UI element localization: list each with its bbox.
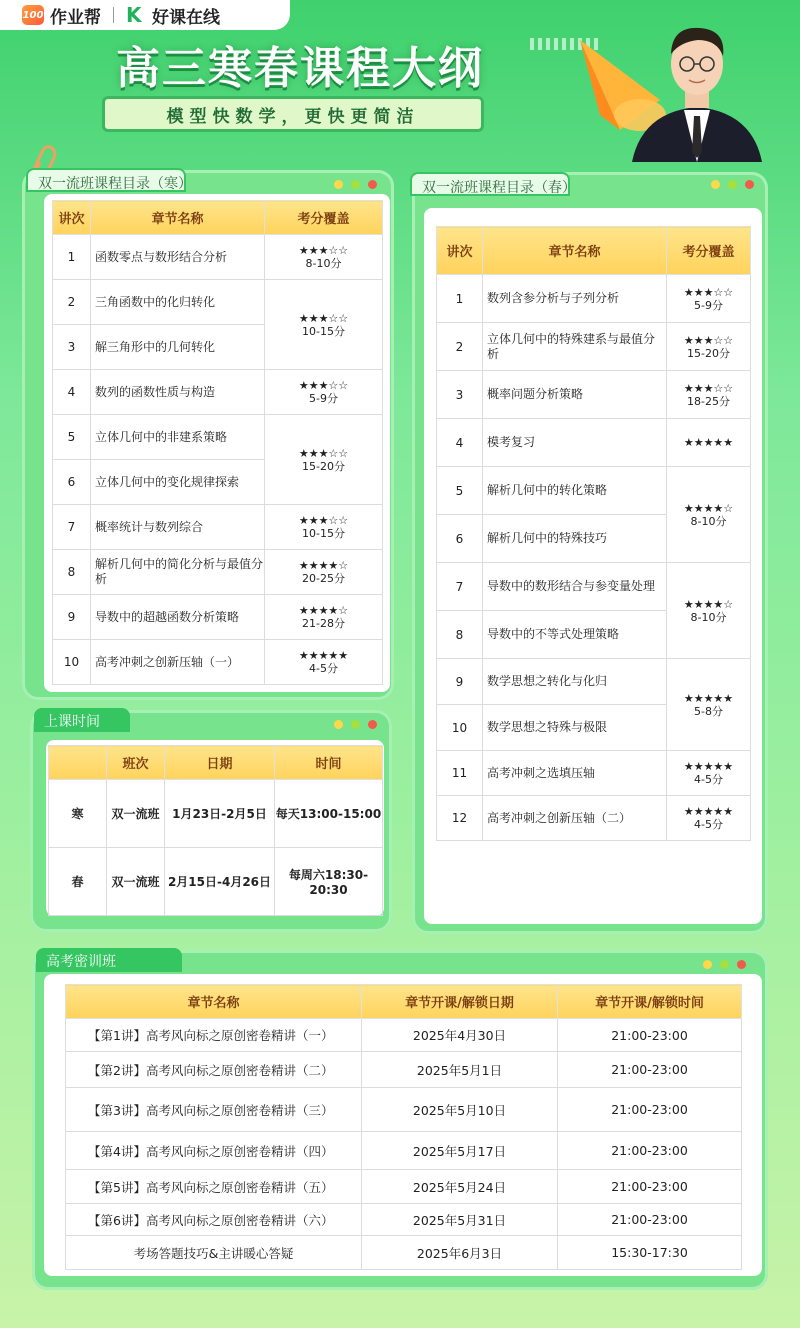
unlock-date: 2025年6月3日 <box>362 1236 558 1270</box>
score-coverage <box>667 371 751 419</box>
table-row <box>437 751 751 796</box>
window-dots <box>334 720 377 729</box>
score-coverage <box>265 550 383 595</box>
star-rating-icon: ★★★☆☆ <box>683 285 734 299</box>
lesson-number: 11 <box>437 751 483 796</box>
table-row <box>66 1132 742 1170</box>
score-range: 4-5分 <box>309 662 338 675</box>
green-dot-icon <box>351 180 360 189</box>
score-range: 18-25分 <box>687 394 730 408</box>
date-range: 1月23日-2月5日 <box>165 780 275 848</box>
score-range: 10-15分 <box>302 324 345 338</box>
score-coverage <box>667 419 751 467</box>
score-coverage <box>667 275 751 323</box>
score-range: 15-20分 <box>302 459 345 473</box>
lesson-number: 1 <box>53 235 91 280</box>
score-range: 20-25分 <box>302 572 345 585</box>
table-row <box>437 563 751 611</box>
score-coverage <box>667 563 751 659</box>
red-dot-icon <box>368 180 377 189</box>
star-rating-icon: ★★★★★ <box>683 436 734 449</box>
chapter-name: 考场答题技巧&主讲暖心答疑 <box>66 1236 362 1270</box>
table-header-row <box>66 985 742 1019</box>
lesson-number: 1 <box>437 275 483 323</box>
table-row <box>53 595 383 640</box>
score-coverage <box>667 796 751 841</box>
table-row <box>66 1019 742 1052</box>
table-row <box>437 467 751 515</box>
table-row <box>437 796 751 841</box>
spring-catalog-table <box>436 226 751 841</box>
chapter-name: 立体几何中的非建系策略 <box>91 415 265 460</box>
chapter-name: 立体几何中的变化规律探索 <box>91 460 265 505</box>
lesson-number: 8 <box>437 611 483 659</box>
green-dot-icon <box>728 180 737 189</box>
col-header-chapter: 章节名称 <box>91 201 265 235</box>
col-header-date: 章节开课/解锁日期 <box>362 985 558 1019</box>
chapter-name: 解三角形中的几何转化 <box>91 325 265 370</box>
teacher-portrait <box>622 12 772 162</box>
table-row <box>53 370 383 415</box>
chapter-name: 高考冲刺之创新压轴（二） <box>483 796 667 841</box>
chapter-name: 【第2讲】高考风向标之原创密卷精讲（二） <box>66 1052 362 1088</box>
lesson-number: 5 <box>437 467 483 515</box>
lesson-number: 9 <box>53 595 91 640</box>
season-label: 春 <box>49 848 107 916</box>
table-row <box>437 419 751 467</box>
table-row <box>437 275 751 323</box>
unlock-date: 2025年5月31日 <box>362 1204 558 1236</box>
chapter-name: 数列的函数性质与构造 <box>91 370 265 415</box>
chapter-name: 导数中的超越函数分析策略 <box>91 595 265 640</box>
chapter-name: 数学思想之特殊与极限 <box>483 705 667 751</box>
chapter-name: 解析几何中的特殊技巧 <box>483 515 667 563</box>
gaokao-table <box>65 984 742 1270</box>
spring-catalog-tab: 双一流班课程目录（春） <box>410 172 570 196</box>
star-rating-icon: ★★★☆☆ <box>298 446 349 460</box>
score-range: 4-5分 <box>694 818 723 831</box>
winter-catalog-table <box>52 200 383 685</box>
col-header-chapter: 章节名称 <box>66 985 362 1019</box>
score-range: 8-10分 <box>305 257 342 270</box>
chapter-name: 数列含参分析与子列分析 <box>483 275 667 323</box>
lesson-number: 10 <box>53 640 91 685</box>
score-range: 15-20分 <box>687 346 730 360</box>
score-coverage <box>265 280 383 370</box>
date-range: 2月15日-4月26日 <box>165 848 275 916</box>
table-row <box>53 280 383 325</box>
schedule-table <box>48 745 383 916</box>
lesson-number: 10 <box>437 705 483 751</box>
lesson-number: 6 <box>437 515 483 563</box>
lesson-number: 9 <box>437 659 483 705</box>
table-row <box>66 1088 742 1132</box>
brand-haoke: 好课在线 <box>152 7 220 28</box>
green-dot-icon <box>351 720 360 729</box>
zuoyebang-logo-icon: 100 <box>22 5 44 25</box>
col-header-class: 班次 <box>107 746 165 780</box>
class-name: 双一流班 <box>107 780 165 848</box>
table-row <box>49 848 383 916</box>
chapter-name: 【第6讲】高考风向标之原创密卷精讲（六） <box>66 1204 362 1236</box>
brand-zuoyebang: 作业帮 <box>50 7 101 28</box>
score-coverage <box>667 467 751 563</box>
star-rating-icon: ★★★★☆ <box>683 501 734 515</box>
chapter-name: 【第5讲】高考风向标之原创密卷精讲（五） <box>66 1170 362 1204</box>
red-dot-icon <box>368 720 377 729</box>
table-row <box>66 1052 742 1088</box>
chapter-name: 解析几何中的转化策略 <box>483 467 667 515</box>
star-rating-icon: ★★★★☆ <box>683 597 734 611</box>
star-rating-icon: ★★★☆☆ <box>298 311 349 325</box>
chapter-name: 高考冲刺之选填压轴 <box>483 751 667 796</box>
chapter-name: 数学思想之转化与化归 <box>483 659 667 705</box>
yellow-dot-icon <box>703 960 712 969</box>
col-header-season <box>49 746 107 780</box>
red-dot-icon <box>737 960 746 969</box>
star-rating-icon: ★★★★★ <box>683 805 734 818</box>
unlock-time: 21:00-23:00 <box>558 1052 742 1088</box>
unlock-time: 21:00-23:00 <box>558 1088 742 1132</box>
chapter-name: 解析几何中的简化分析与最值分析 <box>91 550 265 595</box>
score-coverage <box>667 659 751 751</box>
unlock-time: 15:30-17:30 <box>558 1236 742 1270</box>
star-rating-icon: ★★★★★ <box>683 691 734 705</box>
chapter-name: 高考冲刺之创新压轴（一） <box>91 640 265 685</box>
class-name: 双一流班 <box>107 848 165 916</box>
lesson-number: 3 <box>437 371 483 419</box>
chapter-name: 概率统计与数列综合 <box>91 505 265 550</box>
haoke-logo-icon: K <box>126 3 142 27</box>
lesson-number: 8 <box>53 550 91 595</box>
score-coverage <box>265 640 383 685</box>
star-rating-icon: ★★★★☆ <box>298 559 349 572</box>
table-row <box>53 640 383 685</box>
time-range: 每周六18:30-20:30 <box>275 848 383 916</box>
yellow-dot-icon <box>334 720 343 729</box>
chapter-name: 【第4讲】高考风向标之原创密卷精讲（四） <box>66 1132 362 1170</box>
score-coverage <box>265 415 383 505</box>
lesson-number: 6 <box>53 460 91 505</box>
page-title: 高三寒春课程大纲 <box>116 43 484 94</box>
col-header-time: 时间 <box>275 746 383 780</box>
table-row <box>437 659 751 705</box>
table-row <box>66 1204 742 1236</box>
col-header-score: 考分覆盖 <box>667 227 751 275</box>
table-header-row <box>53 201 383 235</box>
red-dot-icon <box>745 180 754 189</box>
star-rating-icon: ★★★☆☆ <box>683 381 734 395</box>
score-coverage <box>667 751 751 796</box>
star-rating-icon: ★★★☆☆ <box>298 244 349 257</box>
slogan-banner: 模型快数学，更快更简洁 <box>102 96 484 132</box>
lesson-number: 3 <box>53 325 91 370</box>
lesson-number: 7 <box>437 563 483 611</box>
lesson-number: 7 <box>53 505 91 550</box>
col-header-time: 章节开课/解锁时间 <box>558 985 742 1019</box>
unlock-time: 21:00-23:00 <box>558 1204 742 1236</box>
table-row <box>66 1170 742 1204</box>
chapter-name: 导数中的不等式处理策略 <box>483 611 667 659</box>
score-coverage <box>265 505 383 550</box>
score-range: 4-5分 <box>694 773 723 786</box>
unlock-date: 2025年5月17日 <box>362 1132 558 1170</box>
table-row <box>437 371 751 419</box>
score-coverage <box>265 370 383 415</box>
score-range: 5-9分 <box>309 392 338 405</box>
star-rating-icon: ★★★☆☆ <box>683 333 734 347</box>
star-rating-icon: ★★★★☆ <box>298 604 349 617</box>
score-range: 10-15分 <box>302 527 345 540</box>
star-rating-icon: ★★★★★ <box>683 760 734 773</box>
lesson-number: 2 <box>53 280 91 325</box>
schedule-tab: 上课时间 <box>34 708 130 732</box>
window-dots <box>711 180 754 189</box>
score-range: 21-28分 <box>302 617 345 630</box>
window-dots <box>703 960 746 969</box>
score-coverage <box>265 595 383 640</box>
table-row <box>53 505 383 550</box>
lesson-number: 5 <box>53 415 91 460</box>
unlock-date: 2025年5月24日 <box>362 1170 558 1204</box>
chapter-name: 【第3讲】高考风向标之原创密卷精讲（三） <box>66 1088 362 1132</box>
table-row <box>53 235 383 280</box>
chapter-name: 模考复习 <box>483 419 667 467</box>
unlock-date: 2025年5月1日 <box>362 1052 558 1088</box>
col-header-lesson: 讲次 <box>53 201 91 235</box>
chapter-name: 立体几何中的特殊建系与最值分析 <box>483 323 667 371</box>
brand-bar <box>0 0 290 30</box>
table-row <box>437 323 751 371</box>
score-coverage <box>667 323 751 371</box>
chapter-name: 三角函数中的化归转化 <box>91 280 265 325</box>
table-header-row <box>49 746 383 780</box>
window-dots <box>334 180 377 189</box>
lesson-number: 4 <box>437 419 483 467</box>
chapter-name: 导数中的数形结合与参变量处理 <box>483 563 667 611</box>
unlock-date: 2025年5月10日 <box>362 1088 558 1132</box>
table-row <box>53 415 383 460</box>
col-header-chapter: 章节名称 <box>483 227 667 275</box>
table-row <box>49 780 383 848</box>
lesson-number: 12 <box>437 796 483 841</box>
gaokao-tab: 高考密训班 <box>36 948 182 972</box>
lesson-number: 2 <box>437 323 483 371</box>
chapter-name: 函数零点与数形结合分析 <box>91 235 265 280</box>
table-row <box>53 550 383 595</box>
star-rating-icon: ★★★★★ <box>298 649 349 662</box>
score-range: 8-10分 <box>690 610 727 624</box>
chapter-name: 【第1讲】高考风向标之原创密卷精讲（一） <box>66 1019 362 1052</box>
yellow-dot-icon <box>711 180 720 189</box>
score-range: 8-10分 <box>690 514 727 528</box>
unlock-date: 2025年4月30日 <box>362 1019 558 1052</box>
table-row <box>66 1236 742 1270</box>
yellow-dot-icon <box>334 180 343 189</box>
season-label: 寒 <box>49 780 107 848</box>
unlock-time: 21:00-23:00 <box>558 1170 742 1204</box>
score-range: 5-8分 <box>694 704 723 718</box>
table-header-row <box>437 227 751 275</box>
score-coverage <box>265 235 383 280</box>
chapter-name: 概率问题分析策略 <box>483 371 667 419</box>
col-header-lesson: 讲次 <box>437 227 483 275</box>
brand-divider <box>113 7 114 23</box>
winter-catalog-tab: 双一流班课程目录（寒） <box>26 168 186 192</box>
unlock-time: 21:00-23:00 <box>558 1132 742 1170</box>
lesson-number: 4 <box>53 370 91 415</box>
star-rating-icon: ★★★☆☆ <box>298 379 349 392</box>
unlock-time: 21:00-23:00 <box>558 1019 742 1052</box>
score-range: 5-9分 <box>694 298 723 312</box>
green-dot-icon <box>720 960 729 969</box>
col-header-date: 日期 <box>165 746 275 780</box>
time-range: 每天13:00-15:00 <box>275 780 383 848</box>
col-header-score: 考分覆盖 <box>265 201 383 235</box>
star-rating-icon: ★★★☆☆ <box>298 514 349 527</box>
